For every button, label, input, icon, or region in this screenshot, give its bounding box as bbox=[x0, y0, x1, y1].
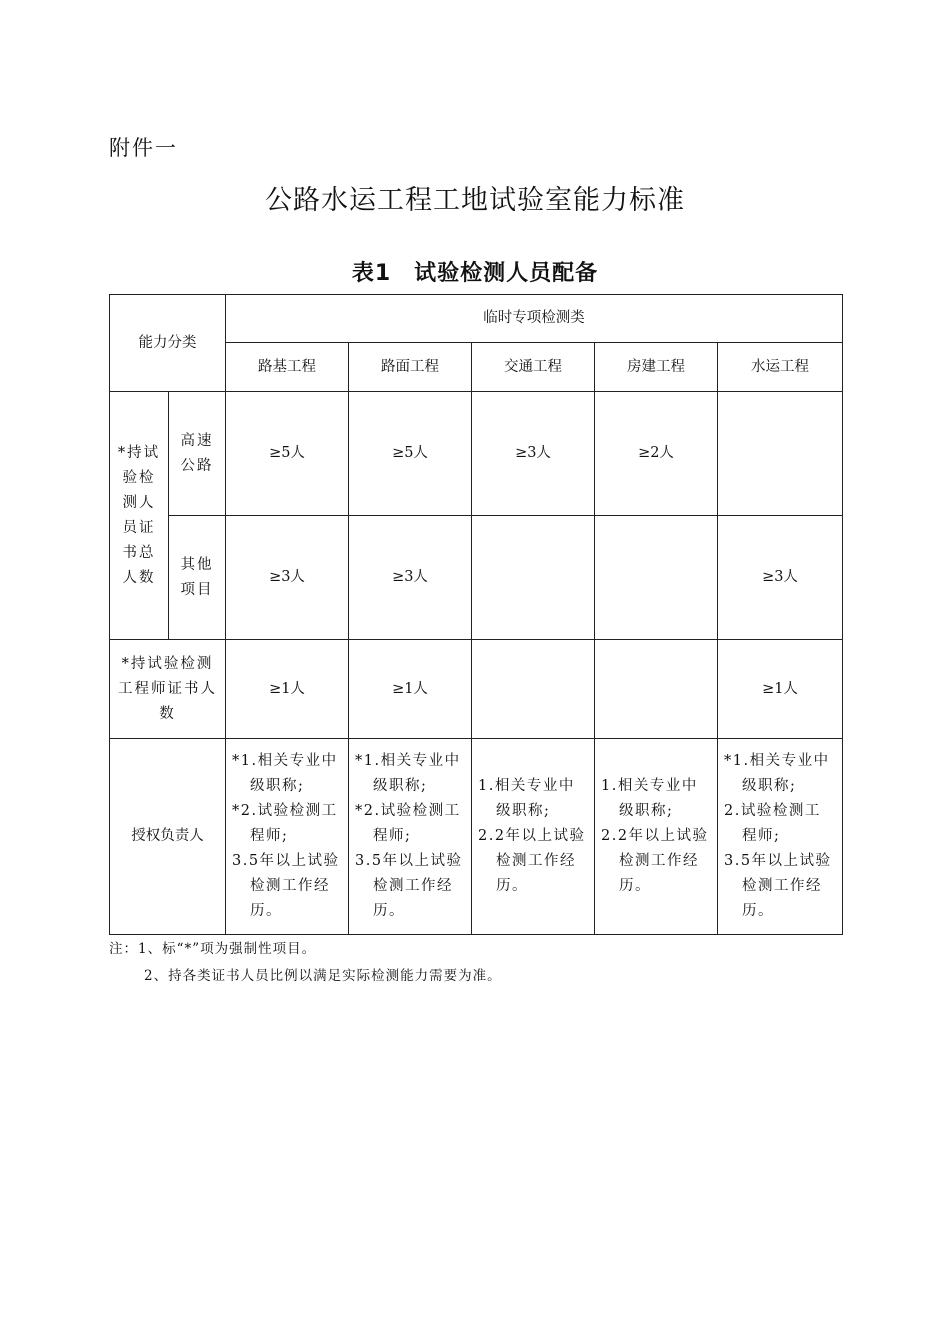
column-header: 路基工程 bbox=[226, 343, 349, 392]
staffing-table bbox=[109, 294, 843, 935]
requirement-item: 3.5年以上试验检测工作经历。 bbox=[232, 853, 340, 919]
auth-cell bbox=[595, 739, 718, 935]
note-1: 注：1、标“*”项为强制性项目。 bbox=[109, 941, 317, 957]
requirement-item: 1.相关专业中级职称; bbox=[601, 778, 698, 819]
requirement-list bbox=[472, 774, 594, 899]
group-header: 临时专项检测类 bbox=[226, 295, 843, 343]
requirement-list bbox=[226, 749, 348, 924]
requirement-item: *1.相关专业中级职称; bbox=[232, 753, 338, 794]
auth-cell bbox=[349, 739, 472, 935]
requirement-list bbox=[718, 749, 842, 924]
table-cell: ≥1人 bbox=[226, 640, 349, 739]
auth-row-label: 授权负责人 bbox=[110, 739, 226, 935]
engineer-row-label: *持试验检测工程师证书人数 bbox=[110, 640, 226, 739]
row-group-label: *持试验检测人员证书总人数 bbox=[110, 392, 169, 640]
note-2: 2、持各类证书人员比例以满足实际检测能力需要为准。 bbox=[144, 968, 502, 984]
table-cell: ≥3人 bbox=[226, 516, 349, 640]
auth-cell bbox=[718, 739, 843, 935]
attachment-label: 附件一 bbox=[109, 136, 178, 160]
table-cell: ≥1人 bbox=[718, 640, 843, 739]
requirement-item: 2.2年以上试验检测工作经历。 bbox=[601, 828, 709, 894]
column-header: 房建工程 bbox=[595, 343, 718, 392]
table-cell: ≥3人 bbox=[718, 516, 843, 640]
requirement-item: 3.5年以上试验检测工作经历。 bbox=[355, 853, 463, 919]
table-cell: ≥3人 bbox=[472, 392, 595, 516]
requirement-list bbox=[595, 774, 717, 899]
requirement-item: 2.试验检测工程师; bbox=[724, 803, 821, 844]
table-cell: ≥5人 bbox=[226, 392, 349, 516]
requirement-item: *1.相关专业中级职称; bbox=[355, 753, 461, 794]
row-sub-label: 高速公路 bbox=[169, 392, 226, 516]
table-cell: ≥3人 bbox=[349, 516, 472, 640]
requirement-item: 2.2年以上试验检测工作经历。 bbox=[478, 828, 586, 894]
requirement-item: *2.试验检测工程师; bbox=[355, 803, 461, 844]
requirement-item: *2.试验检测工程师; bbox=[232, 803, 338, 844]
column-header: 路面工程 bbox=[349, 343, 472, 392]
document-title: 公路水运工程工地试验室能力标准 bbox=[265, 185, 685, 216]
table-cell: ≥5人 bbox=[349, 392, 472, 516]
table-cell bbox=[595, 640, 718, 739]
requirement-item: *1.相关专业中级职称; bbox=[724, 753, 830, 794]
table-cell: ≥1人 bbox=[349, 640, 472, 739]
table-cell bbox=[472, 516, 595, 640]
requirement-item: 1.相关专业中级职称; bbox=[478, 778, 575, 819]
row-sub-label: 其他项目 bbox=[169, 516, 226, 640]
auth-cell bbox=[472, 739, 595, 935]
requirement-item: 3.5年以上试验检测工作经历。 bbox=[724, 853, 832, 919]
column-header: 水运工程 bbox=[718, 343, 843, 392]
table-cell bbox=[472, 640, 595, 739]
auth-cell bbox=[226, 739, 349, 935]
table-cell bbox=[718, 392, 843, 516]
table-cell bbox=[595, 516, 718, 640]
requirement-list bbox=[349, 749, 471, 924]
table-cell: ≥2人 bbox=[595, 392, 718, 516]
corner-header: 能力分类 bbox=[110, 295, 226, 392]
table-title: 表1 试验检测人员配备 bbox=[351, 261, 599, 286]
column-header: 交通工程 bbox=[472, 343, 595, 392]
